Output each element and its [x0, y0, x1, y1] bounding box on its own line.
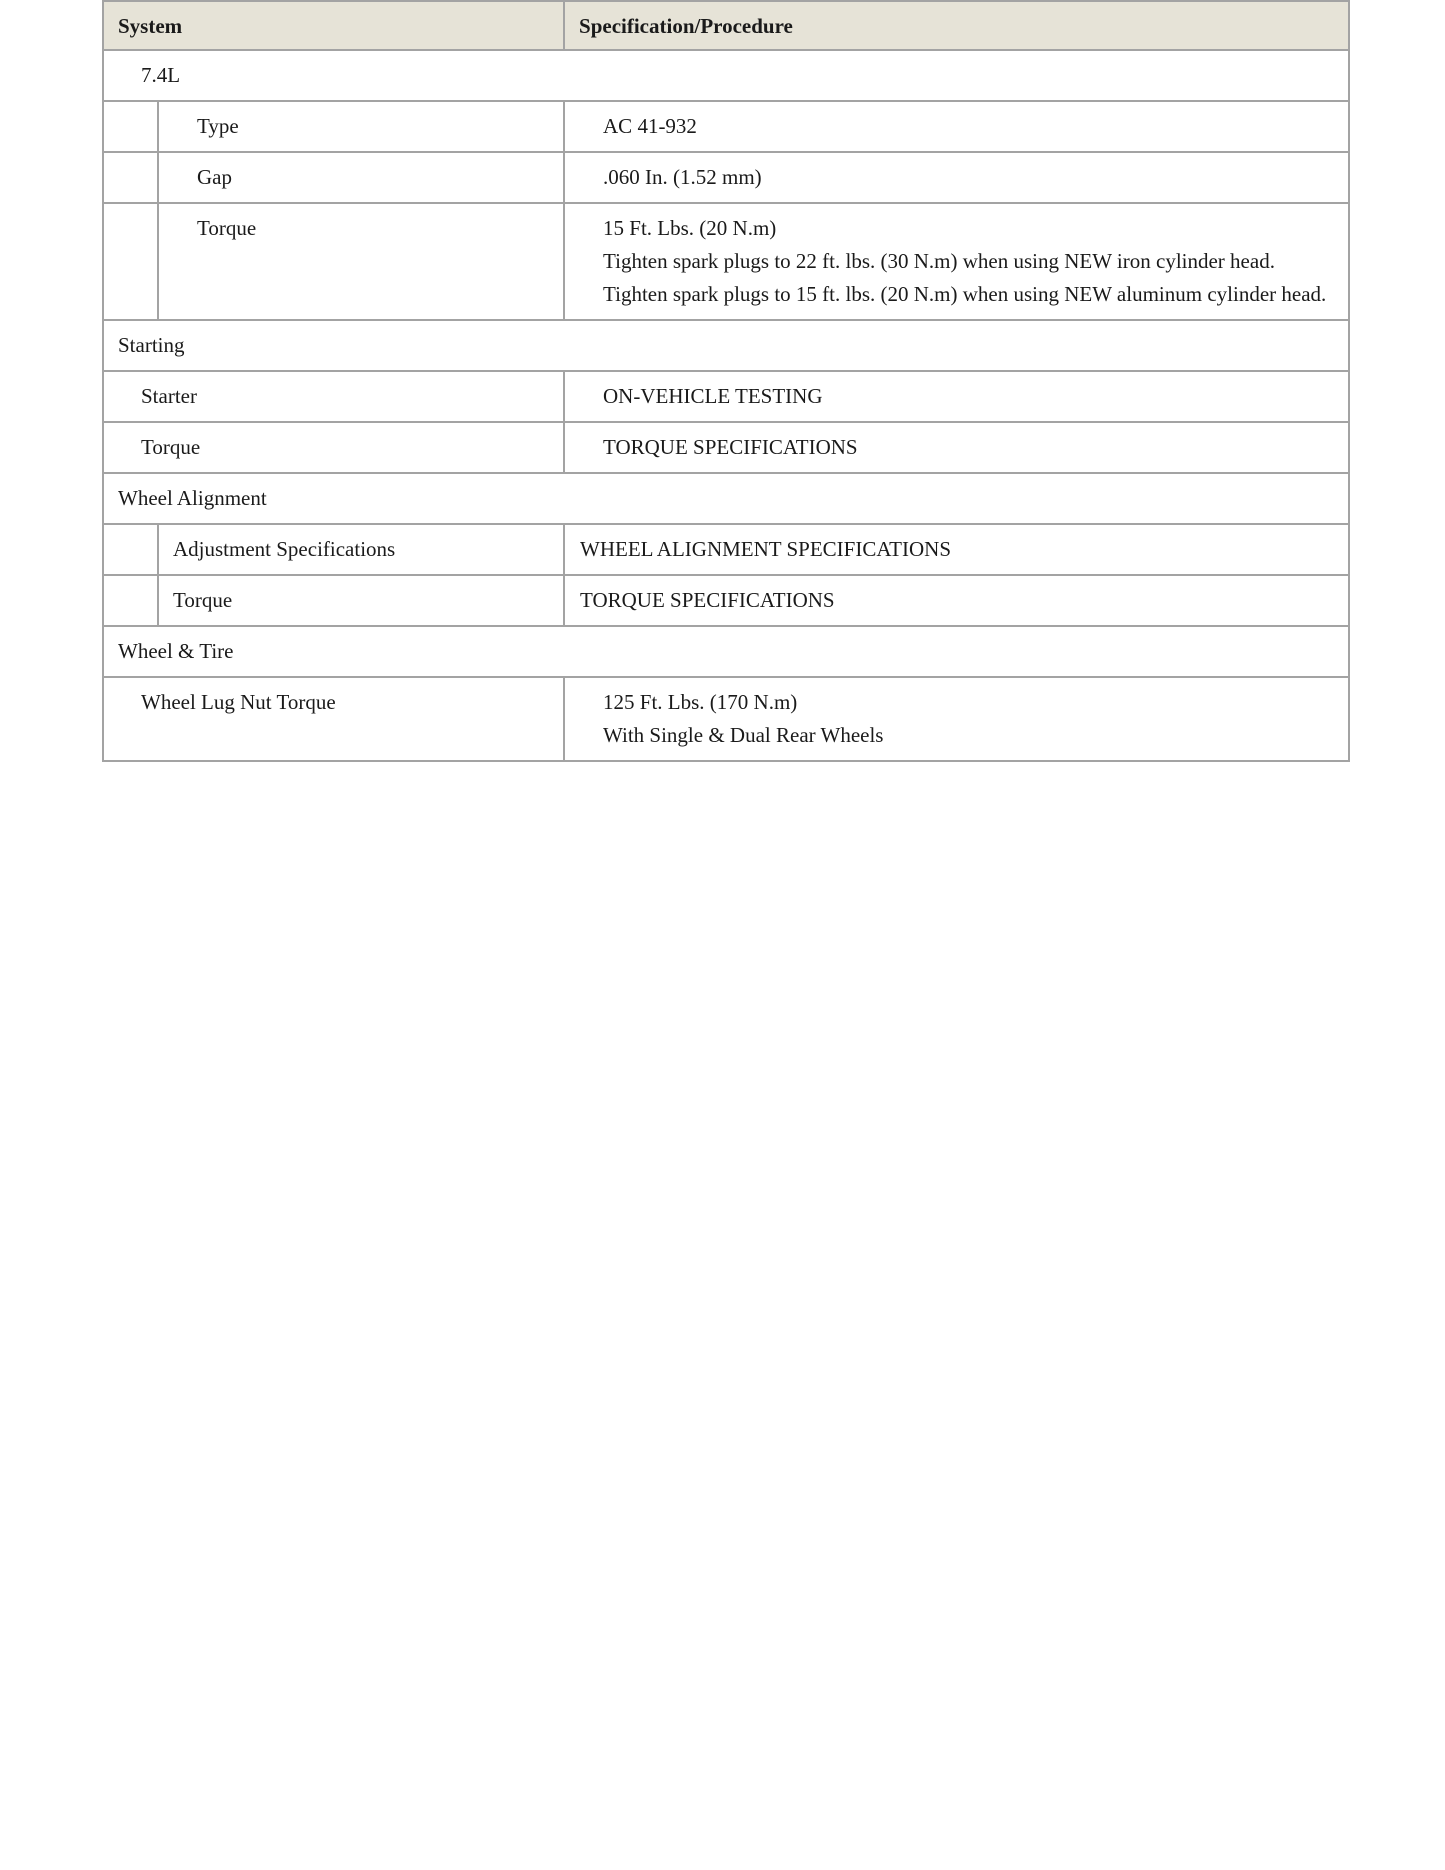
engine-group-label: 7.4L [103, 50, 1349, 101]
wheel-alignment-section-label: Wheel Alignment [103, 473, 1349, 524]
lug-nut-label: Wheel Lug Nut Torque [103, 677, 564, 761]
adjustment-label: Adjustment Specifications [158, 524, 564, 575]
starting-torque-value: TORQUE SPECIFICATIONS [564, 422, 1349, 473]
starting-torque-label: Torque [103, 422, 564, 473]
starting-section-label: Starting [103, 320, 1349, 371]
table-row [103, 320, 1349, 371]
engine-torque-line: 15 Ft. Lbs. (20 N.m) [603, 216, 777, 240]
indent-cell [103, 575, 158, 626]
header-spec: Specification/Procedure [564, 1, 1349, 50]
table-row [103, 101, 1349, 152]
table-row [103, 626, 1349, 677]
starter-value: ON-VEHICLE TESTING [564, 371, 1349, 422]
lug-nut-line: 125 Ft. Lbs. (170 N.m) [603, 690, 798, 714]
type-value: AC 41-932 [564, 101, 1349, 152]
alignment-torque-label: Torque [158, 575, 564, 626]
header-system: System [103, 1, 564, 50]
engine-torque-value [564, 203, 1349, 320]
lug-nut-value [564, 677, 1349, 761]
starter-label: Starter [103, 371, 564, 422]
indent-cell [103, 203, 158, 320]
table-row [103, 524, 1349, 575]
lug-nut-line: With Single & Dual Rear Wheels [603, 723, 884, 747]
indent-cell [103, 101, 158, 152]
wheel-tire-section-label: Wheel & Tire [103, 626, 1349, 677]
table-header-row [103, 1, 1349, 50]
table-row [103, 152, 1349, 203]
table-row [103, 575, 1349, 626]
alignment-torque-value: TORQUE SPECIFICATIONS [564, 575, 1349, 626]
indent-cell [103, 152, 158, 203]
type-label: Type [158, 101, 564, 152]
table-row [103, 422, 1349, 473]
specification-table [102, 0, 1350, 762]
gap-label: Gap [158, 152, 564, 203]
engine-torque-line: Tighten spark plugs to 22 ft. lbs. (30 N.m) when using NEW iron cylinder head. [603, 249, 1275, 273]
table-row [103, 50, 1349, 101]
indent-cell [103, 524, 158, 575]
engine-torque-label: Torque [158, 203, 564, 320]
table-row [103, 473, 1349, 524]
table-row [103, 677, 1349, 761]
gap-value: .060 In. (1.52 mm) [564, 152, 1349, 203]
table-row [103, 203, 1349, 320]
table-row [103, 371, 1349, 422]
adjustment-value: WHEEL ALIGNMENT SPECIFICATIONS [564, 524, 1349, 575]
engine-torque-line: Tighten spark plugs to 15 ft. lbs. (20 N.m) when using NEW aluminum cylinder head. [603, 282, 1327, 306]
